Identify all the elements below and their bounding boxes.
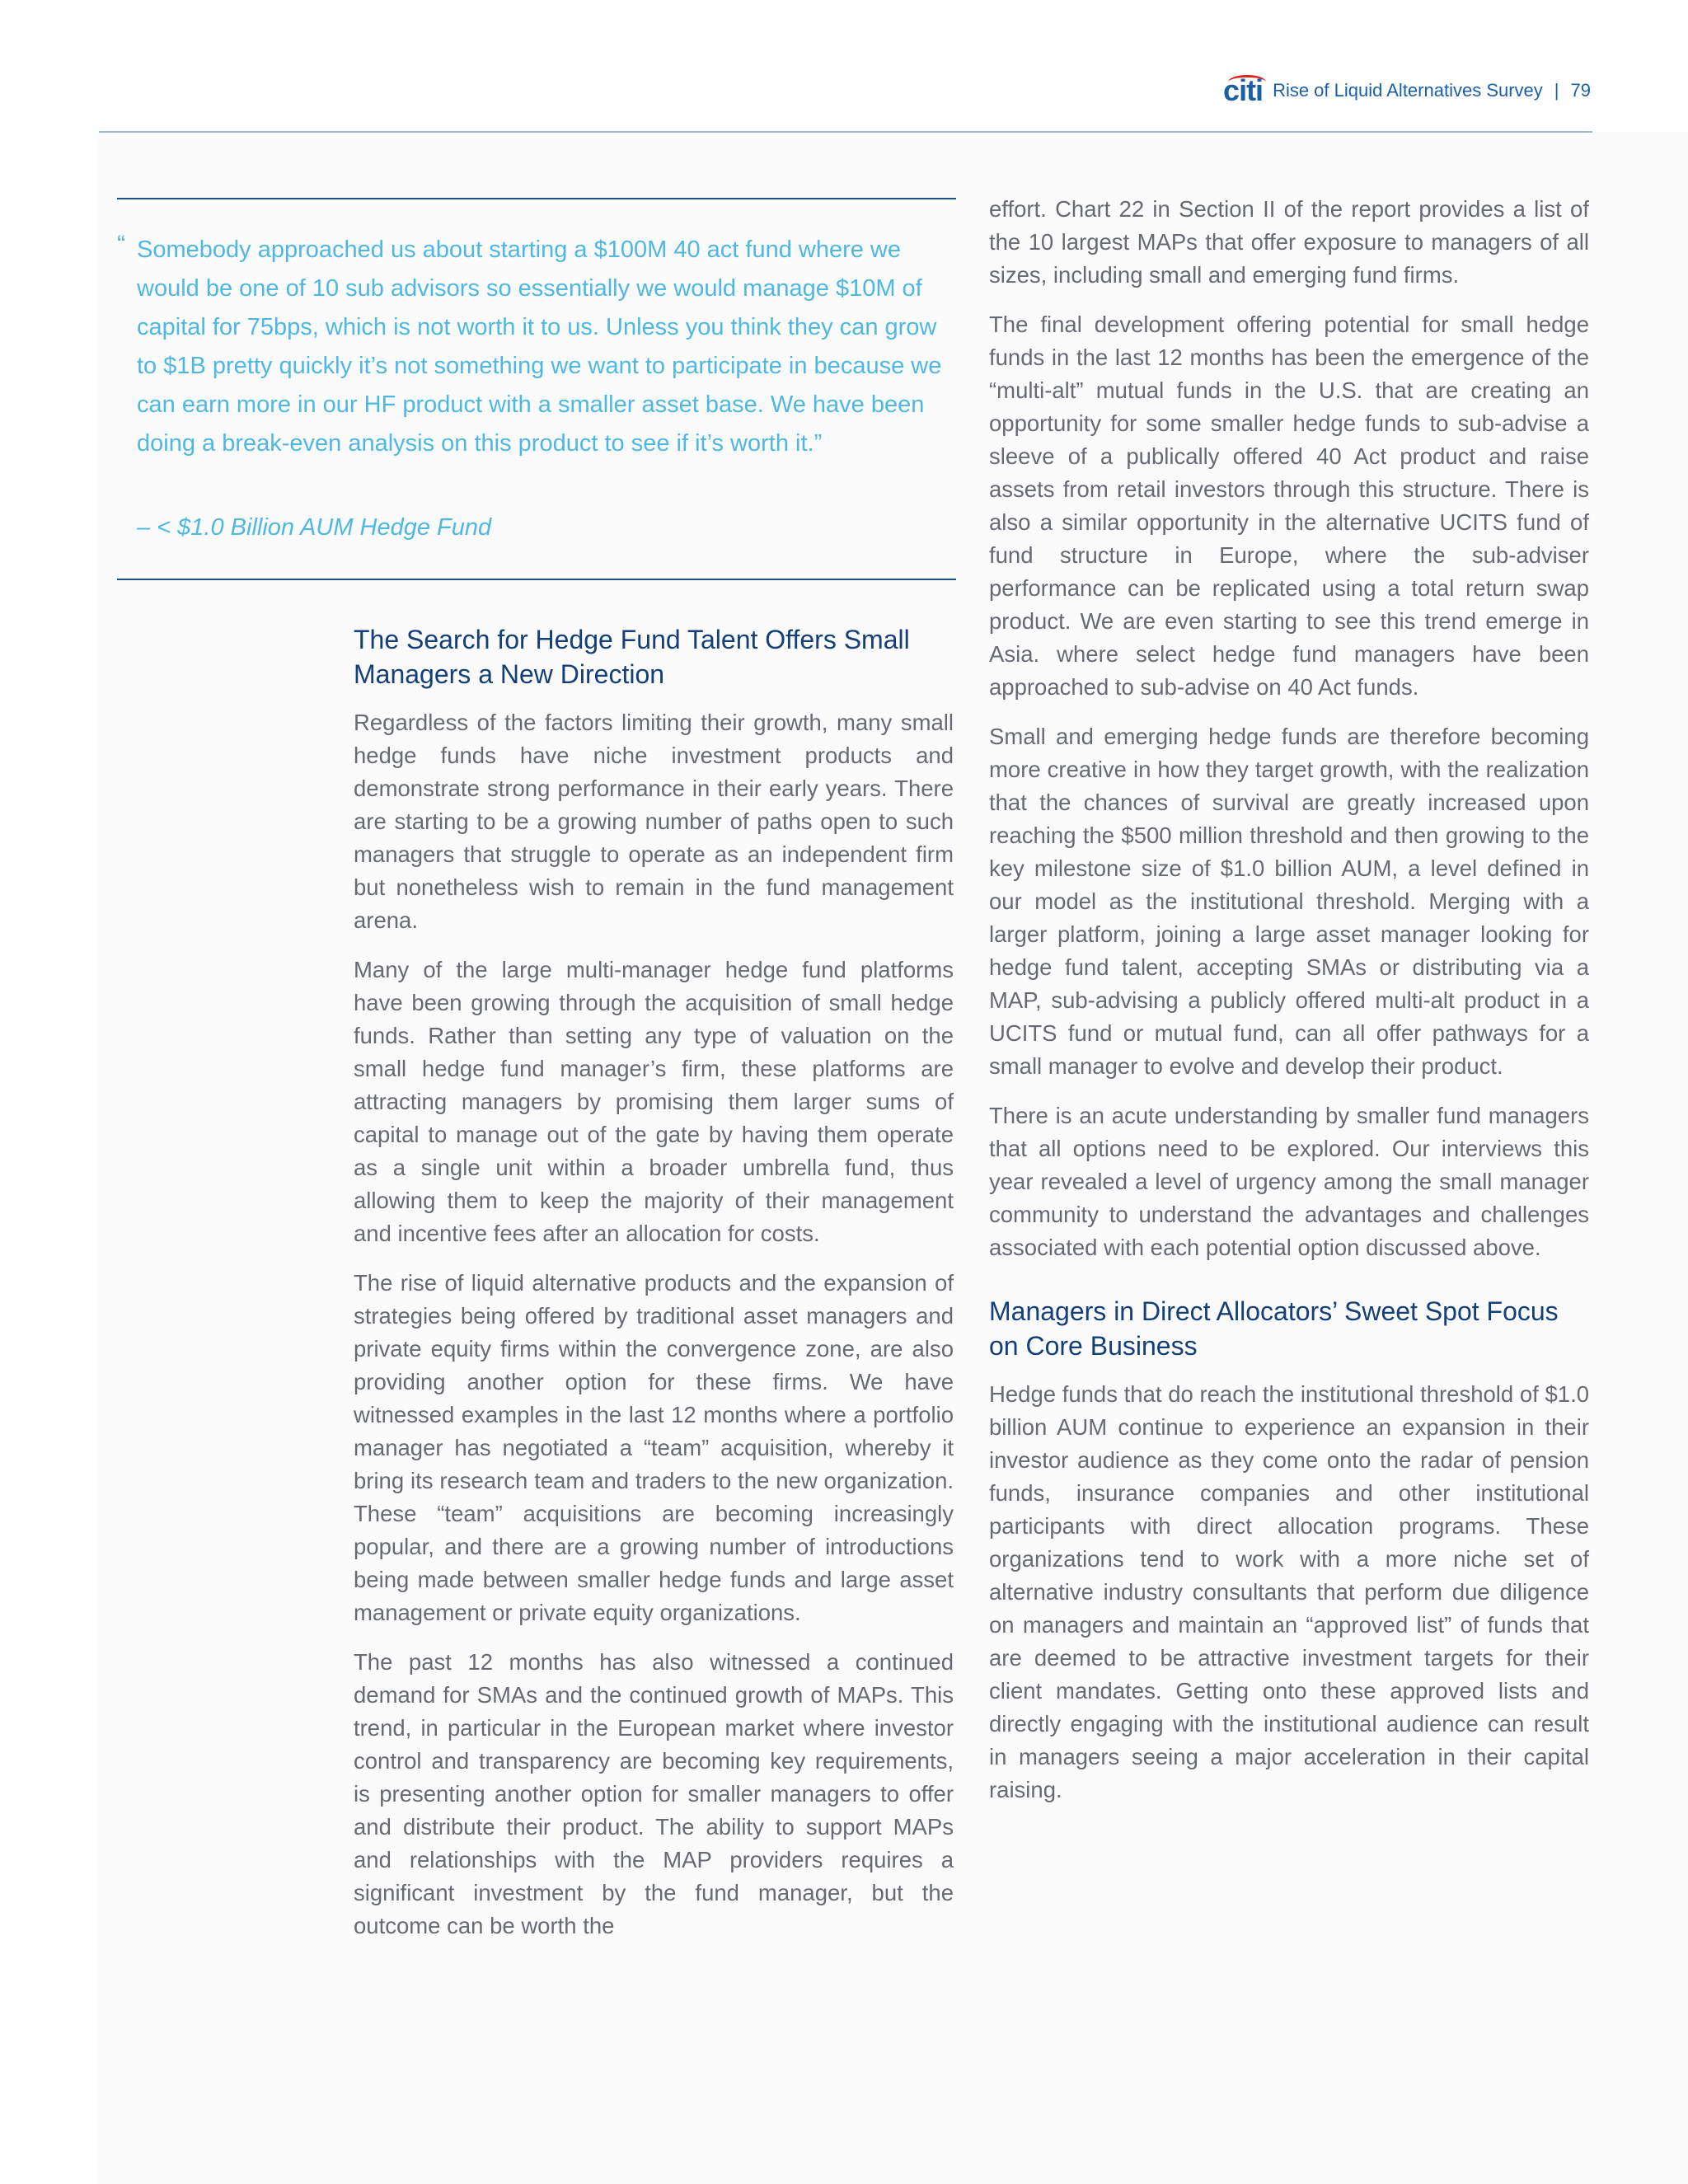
body-paragraph: Regardless of the factors limiting their growth, many small hedge funds have niche investment products and demonstrate strong performance in their early years. There are starting to be a growing number of paths open to such managers that struggle to operate as an independent firm but nonetheless wish to remain in the fund management arena. xyxy=(354,710,954,933)
header-rule xyxy=(99,131,1592,133)
quote-text: Somebody approached us about starting a $100M 40 act fund where we would be one of 10 sub advisors so essentially we would manage $10M of capital for 75bps, which is not worth it to us. Unless you think they can grow to $1B pretty quickly it’s not something we want to participate in because we can earn more in our HF product with a smaller asset base. We have been doing a break-even analysis on this product to see if it’s worth it.” xyxy=(137,237,942,457)
body-paragraph: The rise of liquid alternative products and the expansion of strategies being offered by traditional asset managers and private equity firms within the convergence zone, are also providing another option for these firms. We have witnessed examples in the last 12 months where a portfolio manager has negotiated a “team” acquisition, whereby it bring its research team and traders to the new organization. These “team” acquisitions are becoming increasingly popular, and there are a growing number of introductions being made between smaller hedge funds and large asset management or private equity organizations. xyxy=(354,1270,954,1625)
quote-attribution: – < $1.0 Billion AUM Hedge Fund xyxy=(137,514,492,541)
section-heading-talent: The Search for Hedge Fund Talent Offers Small Managers a New Direction xyxy=(354,625,910,689)
page-number: 79 xyxy=(1570,80,1591,101)
body-paragraph: There is an acute understanding by smaller fund managers that all options need to be explored. Our interviews this year revealed a level of urgency among the small manager community to understand the advantages and challenges associated with each potential option discussed above. xyxy=(989,1103,1589,1260)
citi-logo xyxy=(1223,73,1263,108)
right-column xyxy=(989,193,1589,1823)
page-header xyxy=(1154,66,1591,115)
header-separator: | xyxy=(1554,80,1559,101)
report-title: Rise of Liquid Alternatives Survey xyxy=(1273,80,1543,101)
body-paragraph: effort. Chart 22 in Section II of the report provides a list of the 10 largest MAPs that offer exposure to managers of all sizes, including small and emerging fund firms. xyxy=(989,196,1589,288)
section-heading-direct-allocators: Managers in Direct Allocators’ Sweet Spot Focus on Core Business xyxy=(989,1296,1559,1361)
left-column xyxy=(354,622,954,1959)
body-paragraph: The past 12 months has also witnessed a continued demand for SMAs and the continued growth of MAPs. This trend, in particular in the European market where investor control and transparency are becoming key requirements, is presenting another option for smaller managers to offer and distribute their product. The ability to support MAPs and relationships with the MAP providers requires a significant investment by the fund manager, but the outcome can be worth the xyxy=(354,1649,954,1938)
body-paragraph: Many of the large multi-manager hedge fund platforms have been growing through the acquisition of small hedge funds. Rather than setting any type of valuation on the small hedge fund manager’s firm, these platforms are attracting managers by promising them larger sums of capital to manage out of the gate by having them operate as a single unit within a broader umbrella fund, thus allowing them to keep the majority of their management and incentive fees after an allocation for costs. xyxy=(354,957,954,1246)
body-paragraph: Hedge funds that do reach the institutional threshold of $1.0 billion AUM continue to experience an expansion in their investor audience as they come onto the radar of pension funds, insurance companies and other institutional participants with direct allocation programs. These organizations tend to work with a more niche set of alternative industry consultants that perform due diligence on managers and maintain an “approved list” of funds that are deemed to be attractive investment targets for their client mandates. Getting onto these approved lists and directly engaging with the institutional audience can result in managers seeing a major acceleration in their capital raising. xyxy=(989,1381,1589,1802)
body-paragraph: Small and emerging hedge funds are therefore becoming more creative in how they target growth, with the realization that the chances of survival are greatly increased upon reaching the $500 million threshold and then growing to the key milestone size of $1.0 billion AUM, a level defined in our model as the institutional threshold. Merging with a larger platform, joining a large asset manager looking for hedge fund talent, accepting SMAs or distributing via a MAP, sub-advising a publicly offered multi-alt product in a UCITS fund or mutual fund, can all offer pathways for a small manager to evolve and develop their product. xyxy=(989,724,1589,1079)
citi-logo-arc xyxy=(1228,75,1266,89)
citi-logo-text: citi xyxy=(1223,73,1264,107)
quote-mark: “ xyxy=(117,231,125,258)
body-paragraph: The final development offering potential for small hedge funds in the last 12 months has been the emergence of the “multi-alt” mutual funds in the U.S. that are creating an opportunity for some smaller hedge funds to sub-advise a sleeve of a publically offered 40 Act product and raise assets from retail investors through this structure. There is also a similar opportunity in the alternative UCITS fund of fund structure in Europe, where the sub-adviser performance can be replicated using a total return swap product. We are even starting to see this trend emerge in Asia. where select hedge fund managers have been approached to sub-advise on 40 Act funds. xyxy=(989,312,1589,700)
pull-quote xyxy=(117,198,956,580)
